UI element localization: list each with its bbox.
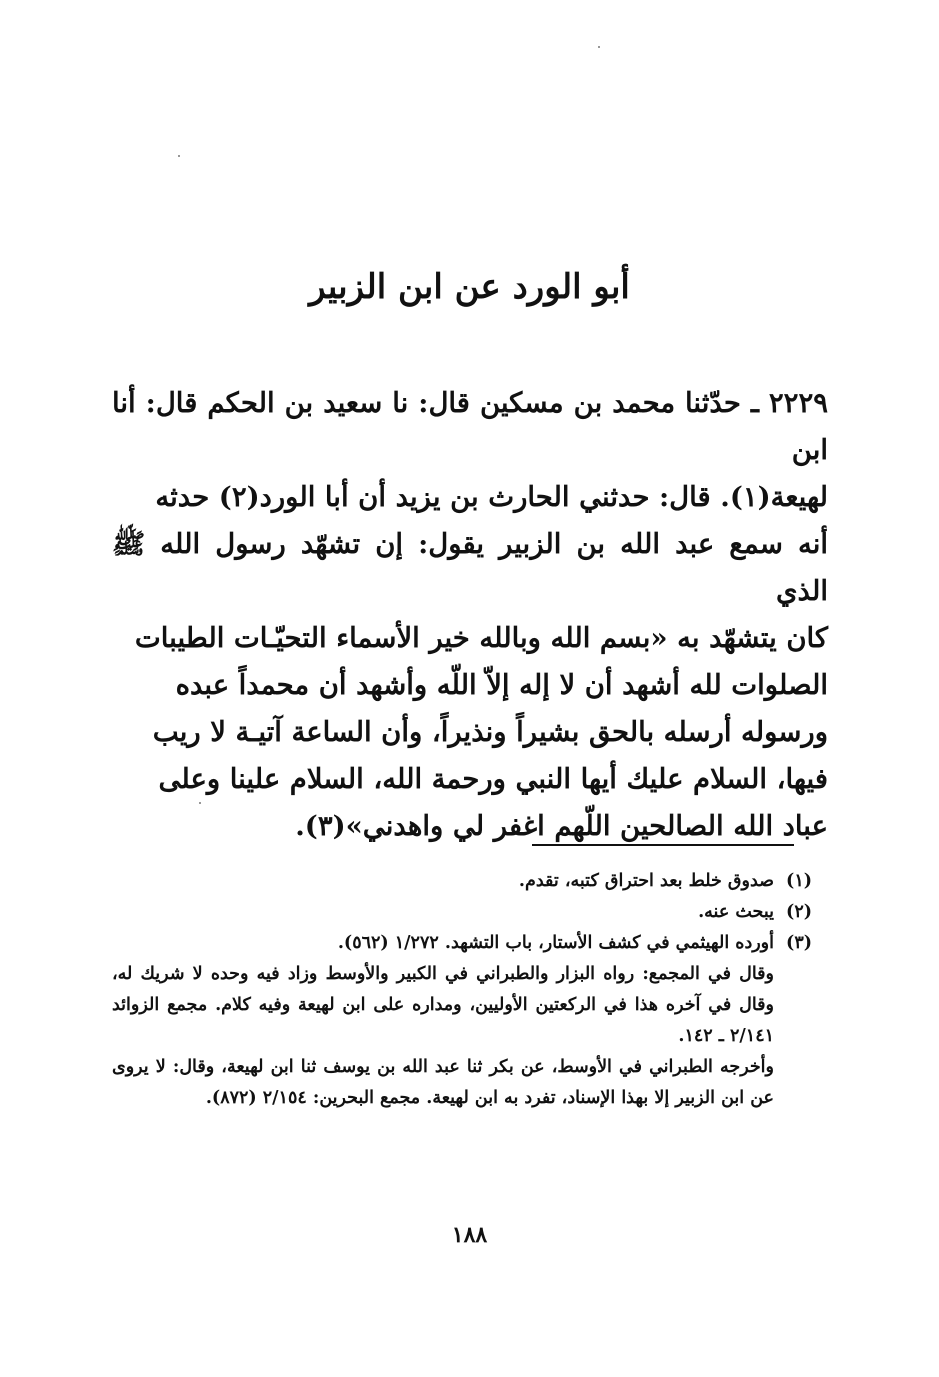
footnote-number: (٢) <box>786 902 812 922</box>
footnotes <box>112 866 812 1114</box>
hadith-line-5: الصلوات لله أشهد أن لا إله إلاّ اللّه وأشهد أن محمداً عبده <box>175 669 828 701</box>
scan-speck <box>178 155 180 157</box>
hadith-line-6: ورسوله أرسله بالحق بشيراً ونذيراً، وأن الساعة آتيـة لا ريب <box>152 716 828 748</box>
hadith-line-8: عباد الله الصالحين اللّهم اغفر لي واهدني»(٣). <box>295 810 828 842</box>
footnote-text: يبحث عنه. <box>698 902 774 922</box>
hadith-line-2: لهيعة(١). قال: حدثني الحارث بن يزيد أن أبا الورد(٢) حدثه <box>155 481 828 513</box>
footnote-text: أورده الهيثمي في كشف الأستار، باب التشهد. ١/٢٧٢ (٥٦٢). <box>337 933 774 953</box>
scan-speck <box>598 46 600 48</box>
hadith-number: ٢٢٢٩ <box>768 387 828 419</box>
footnote-3 <box>112 928 812 959</box>
section-title: أبو الورد عن ابن الزبير <box>309 267 630 307</box>
hadith-line-1: ٢٢٢٩ ـ حدّثنا محمد بن مسكين قال: نا سعيد بن الحكم قال: أنا ابن <box>112 387 828 466</box>
footnote-3-continuation-1: وقال في المجمع: رواه البزار والطبراني في الكبير والأوسط وزاد فيه وحده لا شريك له، وقال في آخره هذا في الركعتين الأوليين، ومداره على ابن لهيعة وفيه كلام. مجمع الزوائد ٢/١٤١ ـ ١٤٢. <box>112 964 774 1046</box>
footnote-1 <box>112 866 812 897</box>
footnote-separator <box>532 844 794 846</box>
footnote-number: (٣) <box>786 933 812 953</box>
hadith-line-text: حدّثنا محمد بن مسكين قال: نا سعيد بن الحكم قال: أنا ابن <box>112 387 828 466</box>
page-number: ١٨٨ <box>451 1222 488 1248</box>
hadith-line-7: فيها، السلام عليك أيها النبي ورحمة الله، السلام علينا وعلى <box>158 763 828 795</box>
hadith-line-4: كان يتشهّد به «بسم الله وبالله خير الأسماء التحيّـات الطيبات <box>134 622 828 654</box>
footnote-2 <box>112 897 812 928</box>
hadith-line-3: أنه سمع عبد الله بن الزبير يقول: إن تشهّد رسول الله ﷺ الذي <box>112 528 828 607</box>
hadith-text <box>112 380 828 850</box>
footnote-number: (١) <box>786 871 812 891</box>
footnote-text: صدوق خلط بعد احتراق كتبه، تقدم. <box>518 871 774 891</box>
footnote-3-continuation-2: وأخرجه الطبراني في الأوسط، عن بكر ثنا عبد الله بن يوسف ثنا ابن لهيعة، وقال: لا يروى عن ابن الزبير إلا بهذا الإسناد، تفرد به ابن لهيعة. مجمع البحرين: ٢/١٥٤ (٨٧٢). <box>112 1057 774 1108</box>
